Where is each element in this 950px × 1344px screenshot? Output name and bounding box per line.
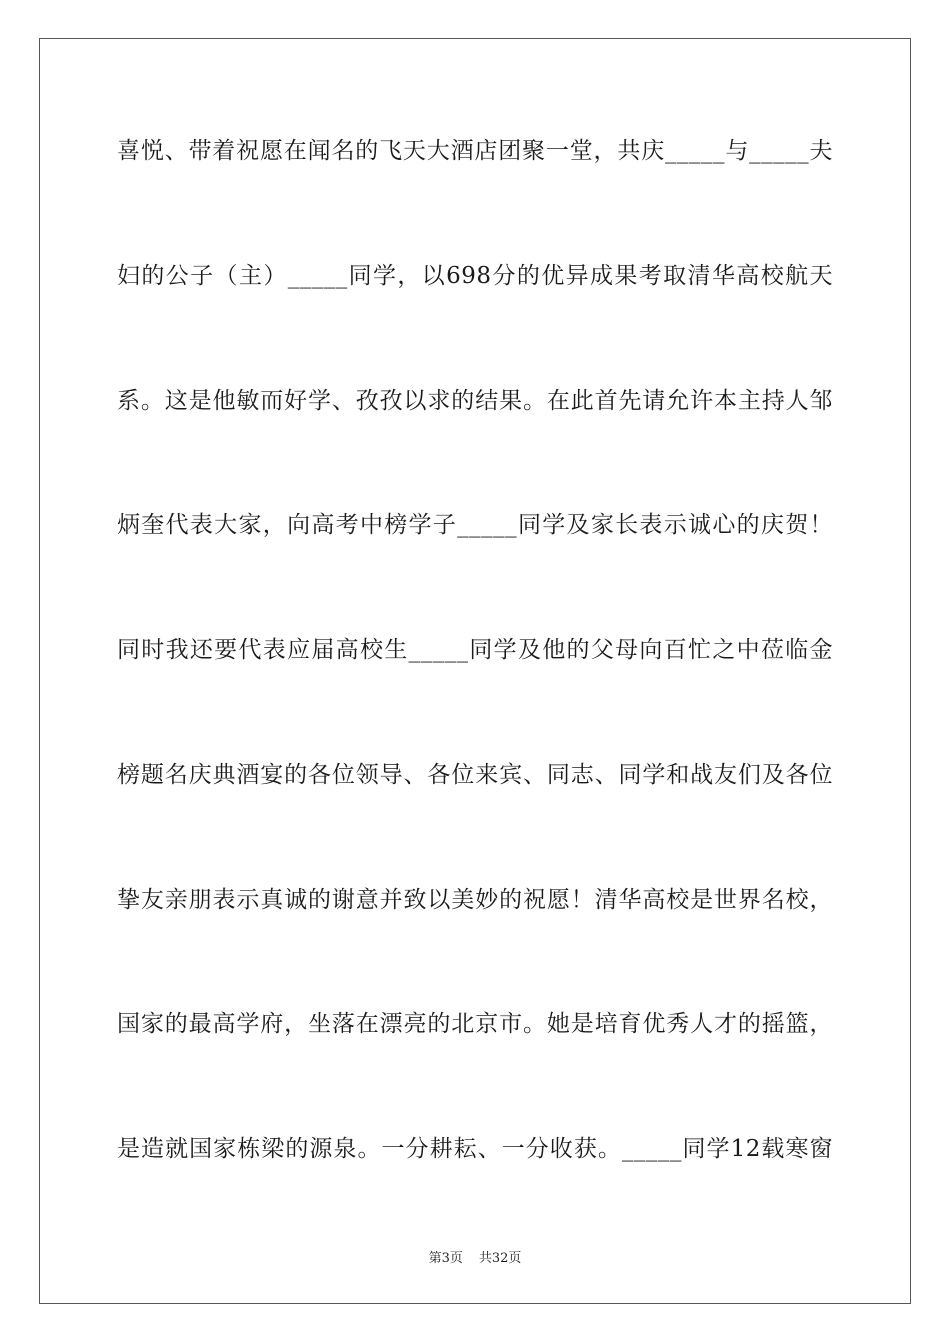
text-line-9: 是造就国家栋梁的源泉。一分耕耘、一分收获。_____同学12载寒窗 xyxy=(117,1136,833,1162)
text-line-8: 国家的最高学府，坐落在漂亮的北京市。她是培育优秀人才的摇篮， xyxy=(117,1011,833,1037)
text-line-3: 系。这是他敏而好学、孜孜以求的结果。在此首先请允许本主持人邹 xyxy=(117,388,833,414)
text-line-2: 妇的公子（主）_____同学，以698分的优异成果考取清华高校航天 xyxy=(117,263,833,289)
page-footer xyxy=(0,1247,950,1266)
text-line-7: 挚友亲朋表示真诚的谢意并致以美妙的祝愿！清华高校是世界名校， xyxy=(117,887,833,913)
text-line-6: 榜题名庆典酒宴的各位领导、各位来宾、同志、同学和战友们及各位 xyxy=(117,762,833,788)
text-line-5: 同时我还要代表应届高校生_____同学及他的父母向百忙之中莅临金 xyxy=(117,637,833,663)
page-frame xyxy=(39,38,911,1304)
text-line-1: 喜悦、带着祝愿在闻名的飞天大酒店团聚一堂，共庆_____与_____夫 xyxy=(117,138,833,164)
page-number: 第3页 xyxy=(428,1251,463,1266)
page-total: 共32页 xyxy=(478,1251,522,1266)
text-line-4: 炳奎代表大家，向高考中榜学子_____同学及家长表示诚心的庆贺！ xyxy=(117,512,833,538)
